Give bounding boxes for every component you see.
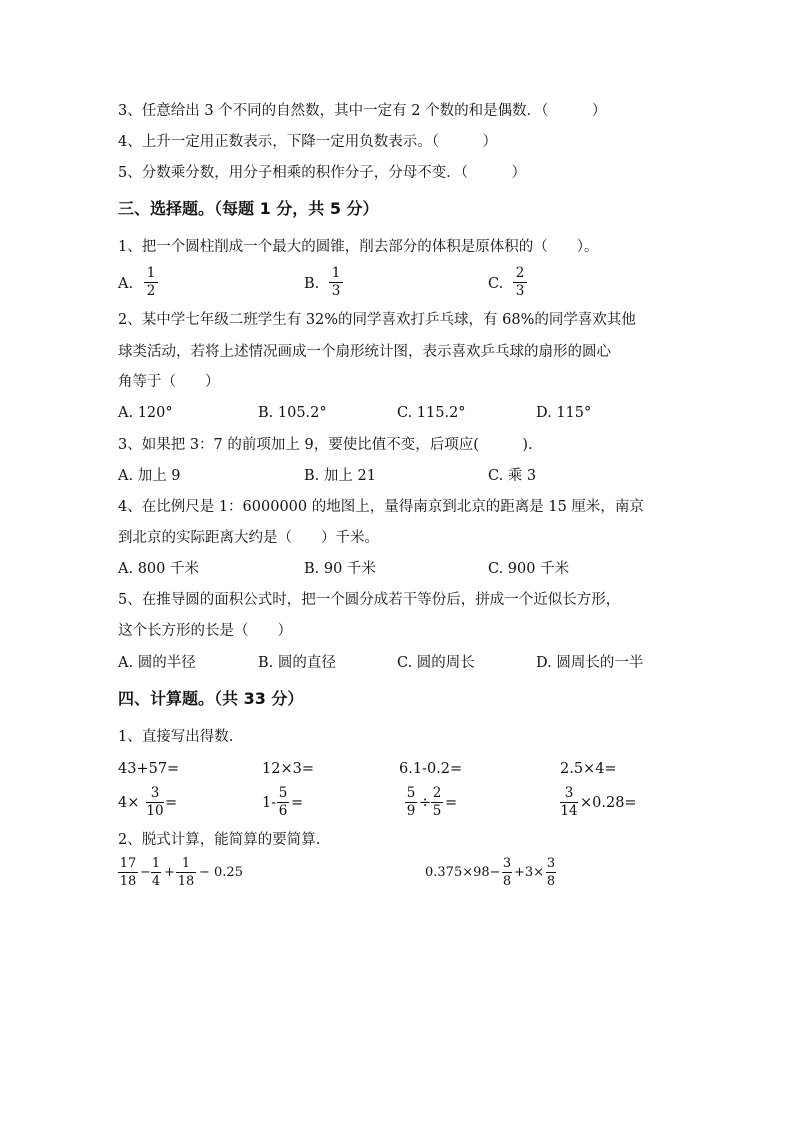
equals-sign: =: [445, 795, 458, 811]
numerator: 1: [146, 265, 156, 281]
fraction: [146, 786, 164, 819]
choice-5-option-b: B. 圆的直径: [258, 655, 336, 671]
choice-5-option-a: A. 圆的半径: [118, 655, 196, 671]
fraction-1: [502, 856, 512, 889]
choice-2-option-b: B. 105.2°: [258, 405, 327, 421]
oral-calc-1: 43+57=: [118, 761, 180, 777]
plus-sign: +: [164, 865, 175, 880]
oral-calc-4: 2.5×4=: [560, 761, 617, 777]
expr-suffix: ×0.28=: [580, 795, 637, 811]
calc-question-2: 2、脱式计算，能简算的要简算.: [118, 832, 321, 848]
equals-sign: =: [165, 795, 178, 811]
denominator: 6: [278, 803, 288, 819]
option-b-label: B.: [304, 276, 320, 292]
numerator: 1: [331, 265, 341, 281]
expr-tail: − 0.25: [199, 865, 243, 880]
numerator: 1: [181, 856, 191, 871]
choice-4-option-b: B. 90 千米: [304, 561, 376, 577]
minus-sign: −: [140, 865, 151, 880]
numerator: 17: [119, 856, 137, 871]
choice-4-option-a: A. 800 千米: [118, 561, 199, 577]
option-a-label: A.: [118, 276, 134, 292]
option-a-fraction: [144, 266, 158, 299]
denominator: 10: [146, 803, 164, 819]
fraction-2: [151, 856, 161, 889]
numerator: 3: [502, 856, 512, 871]
choice-5-option-d: D. 圆周长的一半: [536, 655, 644, 671]
denominator: 9: [406, 803, 416, 819]
choice-2-option-a: A. 120°: [118, 405, 173, 421]
equals-sign: =: [291, 795, 304, 811]
expr-prefix: 1-: [262, 795, 277, 811]
denominator: 14: [560, 803, 578, 819]
option-c-label: C.: [488, 276, 504, 292]
choice-3-option-a: A. 加上 9: [118, 468, 181, 484]
calc-question-1: 1、直接写出得数.: [118, 729, 234, 745]
divide-sign: ÷: [419, 795, 432, 811]
choice-3-option-b: B. 加上 21: [304, 468, 376, 484]
denominator: 8: [502, 874, 512, 889]
denominator: 8: [546, 874, 556, 889]
judge-question-5: 5、分数乘分数，用分子相乘的积作分子，分母不变．（ ）: [118, 165, 526, 181]
section-title-choice: 三、选择题。（每题 1 分，共 5 分）: [118, 199, 379, 218]
choice-question-2-line-1: 2、某中学七年级二班学生有 32%的同学喜欢打乒乓球，有 68%的同学喜欢其他: [118, 312, 636, 328]
choice-4-option-c: C. 900 千米: [488, 561, 570, 577]
denominator: 3: [515, 283, 525, 299]
denominator: 18: [119, 874, 137, 889]
choice-5-option-c: C. 圆的周长: [397, 655, 475, 671]
numerator: 1: [151, 856, 161, 871]
fraction: [560, 786, 578, 819]
denominator: 4: [151, 874, 161, 889]
numerator: 3: [546, 856, 556, 871]
fraction-2: [546, 856, 556, 889]
denominator: 5: [432, 803, 442, 819]
numerator: 2: [515, 265, 525, 281]
choice-question-3: 3、如果把 3：7 的前项加上 9，要使比值不变，后项应( ).: [118, 437, 533, 453]
choice-question-5-line-1: 5、在推导圆的面积公式时，把一个圆分成若干等份后，拼成一个近似长方形，: [118, 592, 621, 608]
choice-question-2-line-3: 角等于（ ）: [118, 374, 220, 390]
numerator: 2: [432, 785, 442, 801]
fraction-1: [118, 856, 138, 889]
choice-question-2-line-2: 球类活动，若将上述情况画成一个扇形统计图，表示喜欢乒乓球的扇形的圆心: [118, 344, 611, 360]
oral-calc-3: 6.1-0.2=: [399, 761, 463, 777]
judge-question-3: 3、任意给出 3 个不同的自然数，其中一定有 2 个数的和是偶数．（ ）: [118, 103, 607, 119]
choice-3-option-c: C. 乘 3: [488, 468, 537, 484]
choice-2-option-c: C. 115.2°: [397, 405, 466, 421]
oral-calc-2: 12×3=: [262, 761, 314, 777]
fraction-3: [176, 856, 196, 889]
fraction-2: [431, 786, 443, 819]
expr-prefix: 4×: [118, 795, 140, 811]
numerator: 5: [406, 785, 416, 801]
denominator: 2: [146, 283, 156, 299]
choice-question-4-line-2: 到北京的实际距离大约是（ ）千米。: [118, 530, 379, 546]
denominator: 18: [177, 874, 195, 889]
section-title-calculation: 四、计算题。（共 33 分）: [118, 689, 304, 708]
choice-question-4-line-1: 4、在比例尺是 1：6000000 的地图上，量得南京到北京的距离是 15 厘米，南京: [118, 499, 644, 515]
numerator: 5: [278, 785, 288, 801]
choice-question-5-line-2: 这个长方形的长是（ ）: [118, 623, 292, 639]
numerator: 3: [564, 785, 574, 801]
fraction-1: [405, 786, 417, 819]
fraction: [277, 786, 289, 819]
judge-question-4: 4、上升一定用正数表示，下降一定用负数表示。（ ）: [118, 134, 497, 150]
numerator: 3: [150, 785, 160, 801]
option-c-fraction: [513, 266, 527, 299]
denominator: 3: [331, 283, 341, 299]
choice-2-option-d: D. 115°: [536, 405, 592, 421]
expr-head: 0.375×98−: [425, 865, 501, 880]
expr-mid: +3×: [514, 865, 545, 880]
choice-question-1: 1、把一个圆柱削成一个最大的圆锥，削去部分的体积是原体积的（ ）。: [118, 239, 599, 255]
option-b-fraction: [329, 266, 343, 299]
